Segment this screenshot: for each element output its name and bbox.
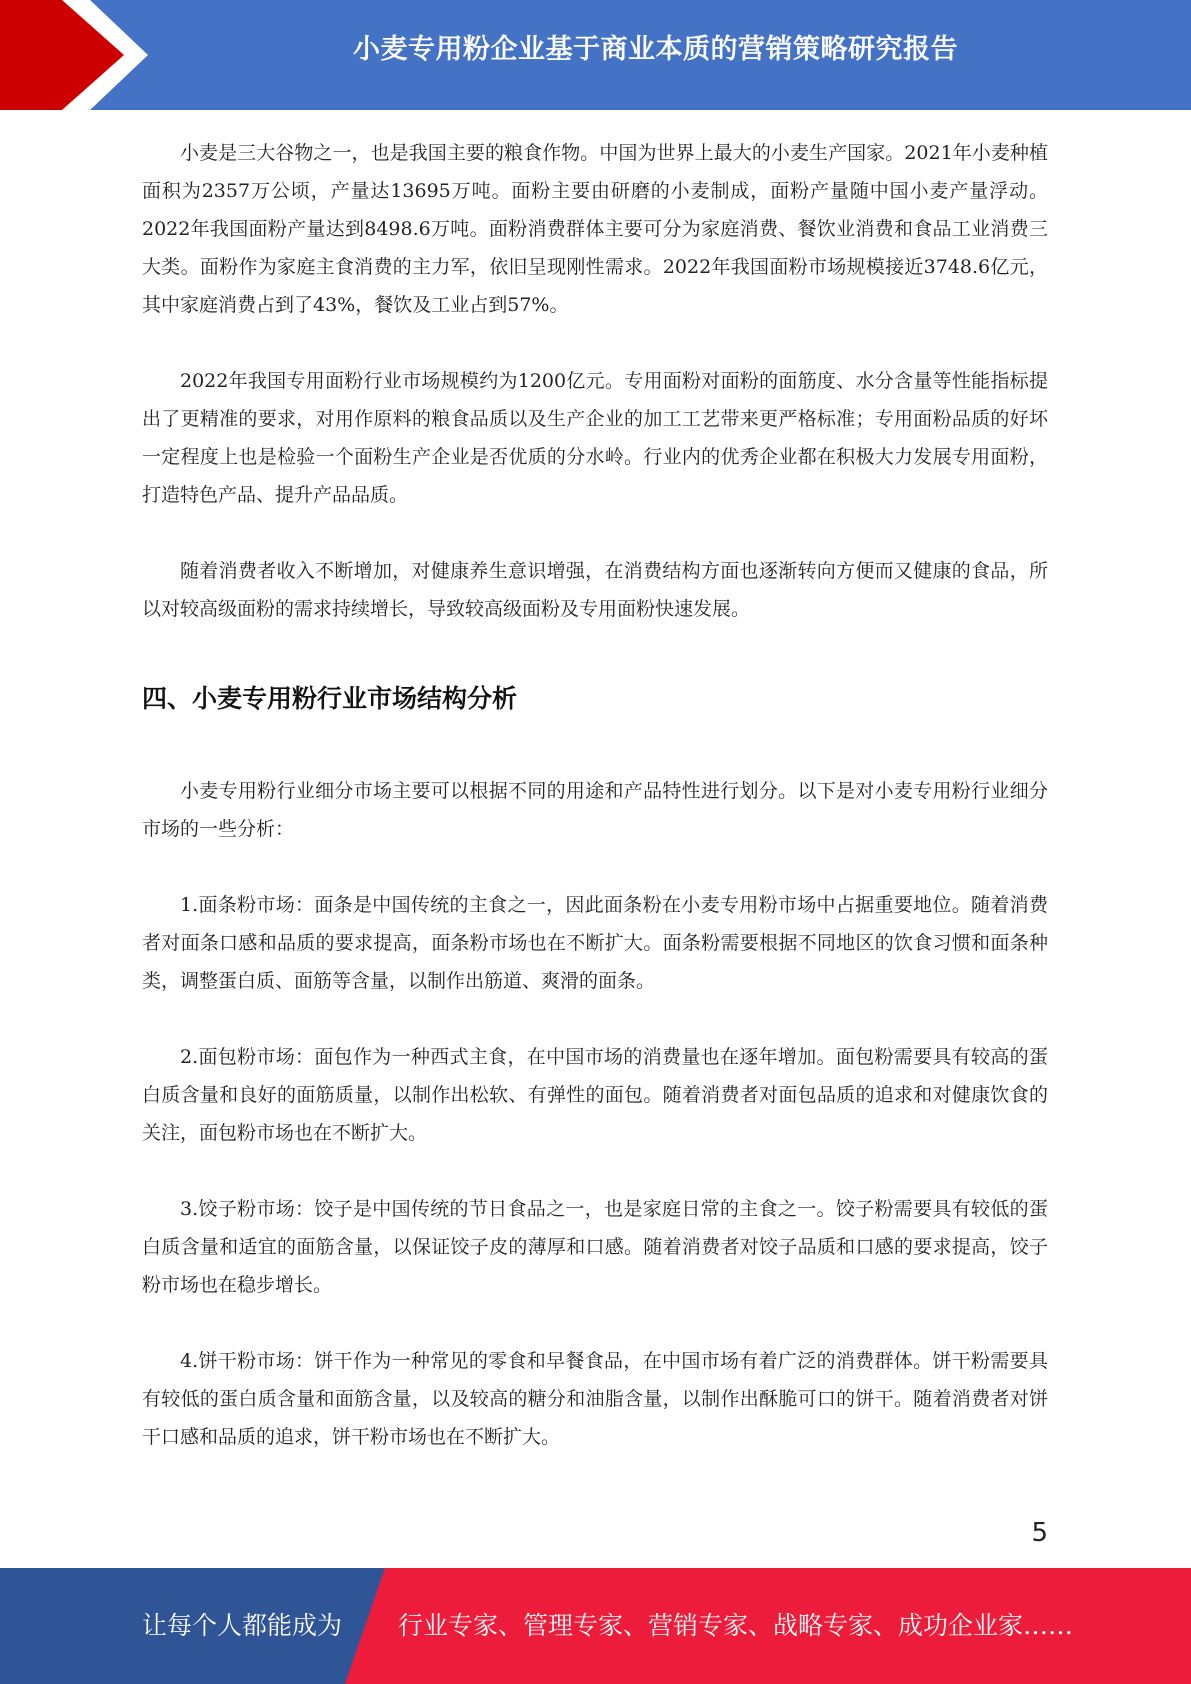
section-heading: 四、小麦专用粉行业市场结构分析 (142, 684, 518, 713)
page-header (0, 0, 1191, 110)
paragraph: 小麦专用粉行业细分市场主要可以根据不同的用途和产品特性进行划分。以下是对小麦专用粉行业细分市场的一些分析： (142, 780, 1048, 840)
document-title: 小麦专用粉企业基于商业本质的营销策略研究报告 (353, 34, 958, 65)
list-item-bread-flour: 2.面包粉市场：面包作为一种西式主食，在中国市场的消费量也在逐年增加。面包粉需要具有较高的蛋白质含量和良好的面筋质量，以制作出松软、有弹性的面包。随着消费者对面包品质的追求和对健康饮食的关注，面包粉市场也在不断扩大。 (142, 1046, 1048, 1144)
main-content (142, 134, 1048, 1456)
chevron-arrow-icon (0, 0, 160, 110)
page-number: 5 (1031, 1518, 1048, 1548)
paragraph: 小麦是三大谷物之一，也是我国主要的粮食作物。中国为世界上最大的小麦生产国家。2021年小麦种植面积为2357万公顷，产量达13695万吨。面粉主要由研磨的小麦制成，面粉产量随中国小麦产量浮动。2022年我国面粉产量达到8498.6万吨。面粉消费群体主要可分为家庭消费、餐饮业消费和食品工业消费三大类。面粉作为家庭主食消费的主力军，依旧呈现刚性需求。2022年我国面粉市场规模接近3748.6亿元，其中家庭消费占到了43%，餐饮及工业占到57%。 (142, 142, 1048, 316)
page-footer (0, 1568, 1191, 1684)
footer-slogan-right: 行业专家、管理专家、营销专家、战略专家、成功企业家…… (398, 1611, 1074, 1640)
list-item-biscuit-flour: 4.饼干粉市场：饼干作为一种常见的零食和早餐食品，在中国市场有着广泛的消费群体。饼干粉需要具有较低的蛋白质含量和面筋含量，以及较高的糖分和油脂含量，以制作出酥脆可口的饼干。随着消费者对饼干口感和品质的追求，饼干粉市场也在不断扩大。 (142, 1350, 1048, 1448)
footer-slogan-left: 让每个人都能成为 (142, 1611, 343, 1640)
paragraph: 2022年我国专用面粉行业市场规模约为1200亿元。专用面粉对面粉的面筋度、水分含量等性能指标提出了更精准的要求，对用作原料的粮食品质以及生产企业的加工工艺带来更严格标准；专用面粉品质的好坏一定程度上也是检验一个面粉生产企业是否优质的分水岭。行业内的优秀企业都在积极大力发展专用面粉，打造特色产品、提升产品品质。 (142, 370, 1048, 506)
paragraph: 随着消费者收入不断增加，对健康养生意识增强，在消费结构方面也逐渐转向方便而又健康的食品，所以对较高级面粉的需求持续增长，导致较高级面粉及专用面粉快速发展。 (142, 560, 1048, 620)
list-item-noodle-flour: 1.面条粉市场：面条是中国传统的主食之一，因此面条粉在小麦专用粉市场中占据重要地位。随着消费者对面条口感和品质的要求提高，面条粉市场也在不断扩大。面条粉需要根据不同地区的饮食习惯和面条种类，调整蛋白质、面筋等含量，以制作出筋道、爽滑的面条。 (142, 894, 1048, 992)
list-item-dumpling-flour: 3.饺子粉市场：饺子是中国传统的节日食品之一，也是家庭日常的主食之一。饺子粉需要具有较低的蛋白质含量和适宜的面筋含量，以保证饺子皮的薄厚和口感。随着消费者对饺子品质和口感的要求提高，饺子粉市场也在稳步增长。 (142, 1198, 1048, 1296)
